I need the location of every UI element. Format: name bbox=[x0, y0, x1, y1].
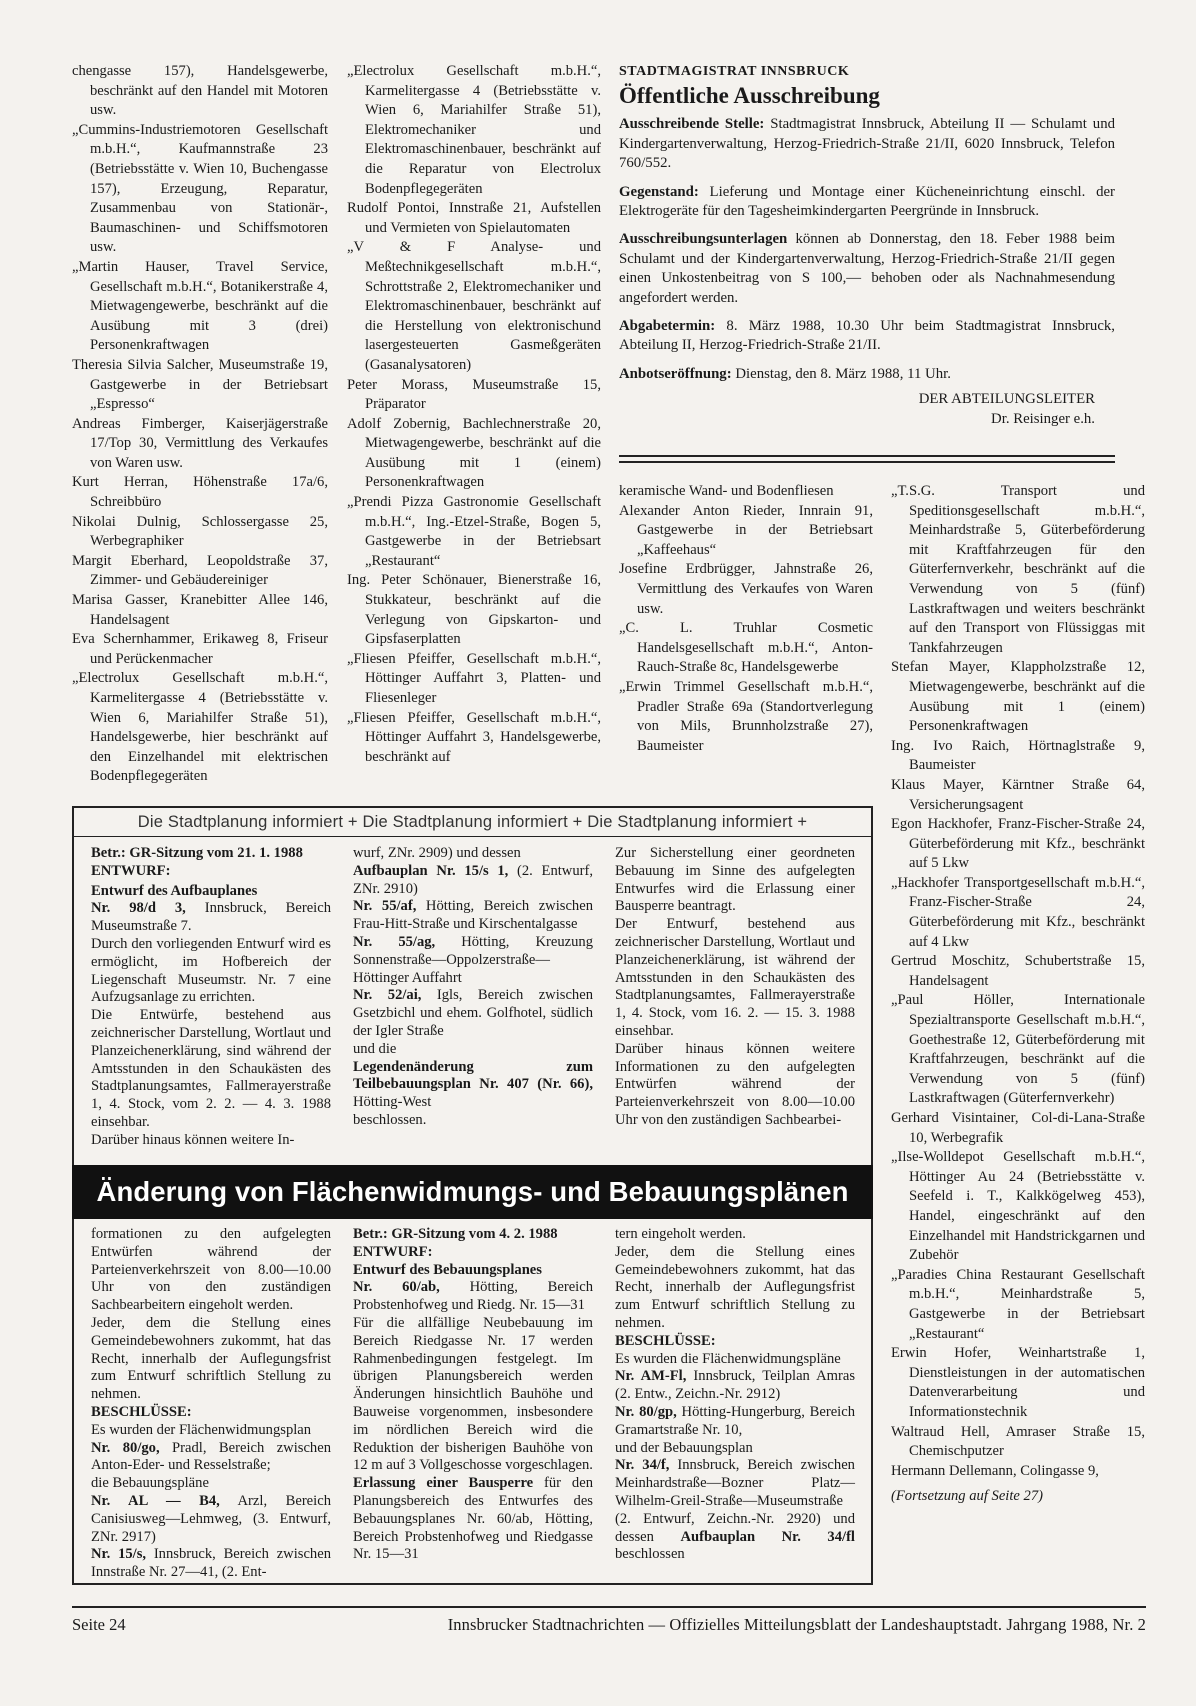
footer-rule bbox=[72, 1606, 1146, 1608]
draft-subject: Entwurf des Aufbauplanes bbox=[91, 882, 258, 899]
paragraph: Es wurden die Flächenwidmungspläne bbox=[615, 1350, 841, 1367]
tender-notice bbox=[619, 62, 1115, 429]
list-item: Josefine Erdbrügger, Jahnstraße 26, Vermittlung des Verkaufes von Waren usw. bbox=[619, 561, 873, 617]
list-item: „Cummins-Industriemotoren Gesellschaft m.b.H.“, Kaufmannstraße 23 (Betriebsstätte v. Wien 10, Buchengasse 157), Erzeugung, Reparatur, Zusammenbau von Stationär-, Baumaschinen- und Schiffsmotoren usw. bbox=[72, 121, 328, 256]
notice-paragraph: Abgabetermin: 8. März 1988, 10.30 Uhr beim Stadtmagistrat Innsbruck, Abteilung II, Herzog-Friedrich-Straße 21/II. bbox=[619, 318, 1115, 354]
list-item: „Electrolux Gesellschaft m.b.H.“, Karmelitergasse 4 (Betriebsstätte v. Wien 6, Mariahilfer Straße 51), Elektromechaniker und Elektromaschinenbauer, beschränkt auf die Reparatur von Electrolux Bodenpflegegeräten bbox=[347, 63, 601, 197]
list-item: Nikolai Dulnig, Schlossergasse 25, Werbegraphiker bbox=[72, 513, 328, 550]
signature-name: Dr. Reisinger e.h. bbox=[991, 410, 1095, 427]
plan-number: Aufbauplan Nr. 15/s 1, (2. Entwurf, ZNr. 2910) bbox=[353, 862, 593, 897]
list-item: „Erwin Trimmel Gesellschaft m.b.H.“, Pradler Straße 69a (Standortverlegung von Mils, Brunnholzstraße 27), Baumeister bbox=[619, 678, 873, 754]
paragraph: tern eingeholt werden. bbox=[615, 1226, 746, 1242]
plan-number: Nr. AM-Fl, Innsbruck, Teilplan Amras (2. Entw., Zeichn.-Nr. 2912) bbox=[615, 1368, 855, 1403]
list-item: chengasse 157), Handelsgewerbe, beschränkt auf den Handel mit Motoren usw. bbox=[72, 63, 328, 119]
publication-title: Innsbrucker Stadtnachrichten — Offizielles Mitteilungsblatt der Landeshauptstadt. Jahrgang 1988, Nr. 2 bbox=[447, 1615, 1146, 1634]
paragraph: Darüber hinaus können weitere In- bbox=[91, 1131, 295, 1148]
plan-number: Nr. 80/gp, Hötting-Hungerburg, Bereich Gramartstraße Nr. 10, bbox=[615, 1403, 855, 1438]
plan-number: Nr. AL — B4, Arzl, Bereich Canisiusweg—Lehmweg, (3. Entwurf, ZNr. 2917) bbox=[91, 1492, 331, 1545]
plan-number: Nr. 55/ag, Hötting, Kreuzung Sonnenstraße—Oppolzerstraße—Höttinger Auffahrt bbox=[353, 933, 593, 986]
column-2 bbox=[347, 62, 601, 767]
column-4 bbox=[891, 482, 1145, 1507]
continuation-note: (Fortsetzung auf Seite 27) bbox=[891, 1488, 1043, 1505]
column-3 bbox=[619, 482, 873, 756]
list-item: „Fliesen Pfeiffer, Gesellschaft m.b.H.“, Höttinger Auffahrt 3, Handelsgewerbe, beschränkt auf bbox=[347, 709, 601, 765]
paragraph: Es wurden der Flächenwidmungsplan bbox=[91, 1421, 312, 1438]
list-item: Egon Hackhofer, Franz-Fischer-Straße 24, Güterbeförderung mit Kfz., beschränkt auf 5 Lkw bbox=[891, 816, 1145, 872]
list-item: „Paul Höller, Internationale Spezialtransporte Gesellschaft m.b.H.“, Goethestraße 12, Güterbeförderung mit Kraftfahrzeugen, beschränkt auf die Verwendung von 5 (fünf) Lastkraftwagen (Güterfernverkehr) bbox=[891, 992, 1145, 1107]
paragraph: Jeder, dem die Stellung eines Gemeindebewohners zukommt, hat das Recht, innerhalb der Auflegungsfrist zum Entwurf schriftlich Stellung zu nehmen. bbox=[615, 1243, 855, 1331]
paragraph: Der Entwurf, bestehend aus zeichnerischer Darstellung, Wortlaut und Planzeichenerklärung, ist während der Amtsstunden in den Schaukästen des Stadtplanungsamtes, Fallmerayerstraße 1, 4. Stock, vom 16. 2. — 15. 3. 1988 einsehbar. bbox=[615, 916, 855, 1039]
paragraph: Erlassung einer Bausperre für den Planungsbereich des Entwurfes des Bebauungsplanes Nr. 60/ab, Hötting, Bereich Probstenhofweg und Riedgasse Nr. 15—31 bbox=[353, 1475, 593, 1563]
notice-rule-top bbox=[619, 455, 1115, 457]
session-heading: Betr.: GR-Sitzung vom 4. 2. 1988 bbox=[353, 1226, 558, 1242]
list-item: Stefan Mayer, Klappholzstraße 12, Mietwagengewerbe, beschränkt auf die Ausübung mit 1 (einem) Personenkraftwagen bbox=[891, 659, 1145, 735]
paragraph: Durch den vorliegenden Entwurf wird es ermöglicht, im Hofbereich der Liegenschaft Museumstr. Nr. 7 eine Aufzugsanlage zu errichten. bbox=[91, 935, 331, 1006]
notice-paragraph: Ausschreibende Stelle: Stadtmagistrat Innsbruck, Abteilung II — Schulamt und Kindergartenverwaltung, Herzog-Friedrich-Straße 21/II, 6020 Innsbruck, Telefon 760/552. bbox=[619, 116, 1115, 172]
signature-title: DER ABTEILUNGSLEITER bbox=[918, 391, 1095, 408]
notice-paragraph: Anbotseröffnung: Dienstag, den 8. März 1988, 11 Uhr. bbox=[619, 365, 951, 382]
paragraph: formationen zu den aufgelegten Entwürfen während der Parteienverkehrszeit von 8.00—10.00 Uhr von den zuständigen Sachbearbeitern eingeholt werden. bbox=[91, 1226, 331, 1314]
notice-title: Öffentliche Ausschreibung bbox=[619, 83, 880, 109]
list-item: „Hackhofer Transportgesellschaft m.b.H.“, Franz-Fischer-Straße 24, Güterbeförderung mit Kfz., beschränkt auf 4 Lkw bbox=[891, 874, 1145, 950]
list-item: Alexander Anton Rieder, Innrain 91, Gastgewerbe in der Betriebsart „Kaffeehaus“ bbox=[619, 502, 873, 558]
list-item: „Prendi Pizza Gastronomie Gesellschaft m.b.H.“, Ing.-Etzel-Straße, Bogen 5, Gastgewerbe in der Betriebsart „Restaurant“ bbox=[347, 494, 601, 569]
list-item: Gertrud Moschitz, Schubertstraße 15, Handelsagent bbox=[891, 953, 1145, 989]
notice-paragraph: Gegenstand: Lieferung und Montage einer Kücheneinrichtung einschl. der Elektrogeräte für den Tagesheimkindergarten Peergründe in Innsbruck. bbox=[619, 183, 1115, 220]
plan-number: Legendenänderung zum Teilbebauungsplan Nr. 407 (Nr. 66), Hötting-West bbox=[353, 1058, 593, 1111]
box-column-b1 bbox=[91, 1226, 331, 1582]
draft-label: ENTWURF: bbox=[353, 1243, 433, 1260]
paragraph: die Bebauungspläne bbox=[91, 1475, 209, 1492]
list-item: Erwin Hofer, Weinhartstraße 1, Dienstleistungen in der automatischen Datenverarbeitung und Informationstechnik bbox=[891, 1345, 1145, 1420]
paragraph: wurf, ZNr. 2909) und dessen bbox=[353, 845, 521, 861]
paragraph: Jeder, dem die Stellung eines Gemeindebewohners zukommt, hat das Recht, innerhalb der Auflegungsfrist zum Entwurf schriftlich Stellung zu nehmen. bbox=[91, 1314, 331, 1403]
plan-number: Nr. 98/d 3, Innsbruck, Bereich Museumstraße 7. bbox=[91, 900, 331, 935]
list-item: Klaus Mayer, Kärntner Straße 64, Versicherungsagent bbox=[891, 776, 1145, 813]
list-item: „V & F Analyse- und Meßtechnikgesellschaft m.b.H.“, Schrottstraße 2, Elektromechaniker und Elektromaschinenbauer, beschränkt auf die Herstellung von elektronischund lasergesteuerten Gasmeßgeräten (Gasanalysatoren) bbox=[347, 239, 601, 373]
list-item: Andreas Fimberger, Kaiserjägerstraße 17/Top 30, Vermittlung des Verkaufes von Waren usw. bbox=[72, 415, 328, 471]
list-item: Kurt Herran, Höhenstraße 17a/6, Schreibbüro bbox=[72, 474, 328, 511]
list-item: „Paradies China Restaurant Gesellschaft m.b.H.“, Meinhardstraße 5, Gastgewerbe in der Betriebsart „Restaurant“ bbox=[891, 1266, 1145, 1342]
zoning-banner: Änderung von Flächenwidmungs- und Bebauungsplänen bbox=[72, 1165, 873, 1219]
list-item: keramische Wand- und Bodenfliesen bbox=[619, 483, 834, 499]
draft-label: ENTWURF: bbox=[91, 862, 171, 879]
list-item: „C. L. Truhlar Cosmetic Handelsgesellschaft m.b.H.“, Anton-Rauch-Straße 8c, Handelsgewerbe bbox=[619, 620, 873, 676]
list-item: Ing. Peter Schönauer, Bienerstraße 16, Stukkateur, beschränkt auf die Verlegung von Gipskarton- und Gipsfaserplatten bbox=[347, 572, 601, 648]
resolutions-label: BESCHLÜSSE: bbox=[91, 1403, 192, 1420]
box-column-a2 bbox=[353, 845, 593, 1130]
list-item: Margit Eberhard, Leopoldstraße 37, Zimmer- und Gebäudereiniger bbox=[72, 552, 328, 589]
paragraph: Darüber hinaus können weitere Informationen zu den aufgelegten Entwürfen während der Parteienverkehrszeit von 8.00—10.00 Uhr von den zuständigen Sachbearbei- bbox=[615, 1040, 855, 1128]
list-item: Eva Schernhammer, Erikaweg 8, Friseur und Perückenmacher bbox=[72, 631, 328, 667]
plan-number: Nr. 34/f, Innsbruck, Bereich zwischen Meinhardstraße—Bozner Platz—Wilhelm-Greil-Straße—Museumstraße (2. Entwurf, Zeichn.-Nr. 2920) und dessen Aufbauplan Nr. 34/fl beschlossen bbox=[615, 1457, 855, 1563]
list-item: Adolf Zobernig, Bachlechnerstraße 20, Mietwagengewerbe, beschränkt auf die Ausübung mit 1 (einem) Personenkraftwagen bbox=[347, 415, 601, 491]
paragraph: beschlossen. bbox=[353, 1111, 427, 1128]
plan-number: Nr. 15/s, Innsbruck, Bereich zwischen Innstraße Nr. 27—41, (2. Ent- bbox=[91, 1546, 331, 1581]
notice-paragraph: Ausschreibungsunterlagen können ab Donnerstag, den 18. Feber 1988 beim Schulamt und der Kindergartenverwaltung, Herzog-Friedrich-Straße 21/II gegen einen Unkostenbeitrag von S 100,— behoben oder als Nachnahmesendung angefordert werden. bbox=[619, 231, 1115, 306]
list-item: Marisa Gasser, Kranebitter Allee 146, Handelsagent bbox=[72, 592, 328, 628]
list-item: Ing. Ivo Raich, Hörtnaglstraße 9, Baumeister bbox=[891, 737, 1145, 774]
notice-kicker: STADTMAGISTRAT INNSBRUCK bbox=[619, 64, 850, 79]
list-item: „Martin Hauser, Travel Service, Gesellschaft m.b.H.“, Botanikerstraße 4, Mietwagengewerbe, beschränkt auf die Ausübung mit 3 (drei) Personenkraftwagen bbox=[72, 258, 328, 354]
box-column-b2 bbox=[353, 1226, 593, 1564]
list-item: „T.S.G. Transport und Speditionsgesellschaft m.b.H.“, Meinhardstraße 5, Güterbeförderung mit Kraftfahrzeugen für den Güterfernverkehr, beschränkt auf die Verwendung von 5 (fünf) Lastkraftwagen und weiters beschränkt auf den Transport von Flüssiggas mit Tankfahrzeugen bbox=[891, 483, 1145, 656]
draft-subject: Entwurf des Bebauungsplanes bbox=[353, 1261, 542, 1278]
list-item: „Electrolux Gesellschaft m.b.H.“, Karmelitergasse 4 (Betriebsstätte v. Wien 6, Mariahilfer Straße 51), Handelsgewerbe, hier beschränkt auf den Einzelhandel mit elektrischen Bodenpflegegeräten bbox=[72, 670, 328, 785]
paragraph: und der Bebauungsplan bbox=[615, 1439, 753, 1456]
paragraph: und die bbox=[353, 1040, 397, 1057]
plan-number: Nr. 55/af, Hötting, Bereich zwischen Frau-Hitt-Straße und Kirschentalgasse bbox=[353, 898, 593, 933]
box-column-a1 bbox=[91, 845, 331, 1150]
list-item: „Fliesen Pfeiffer, Gesellschaft m.b.H.“, Höttinger Auffahrt 3, Platten- und Fliesenleger bbox=[347, 650, 601, 706]
paragraph: Die Entwürfe, bestehend aus zeichnerischer Darstellung, Wortlaut und Planzeichenerklärung, sind während der Amtsstunden in den Schaukästen des Stadtplanungsamtes, Fallmerayerstraße 1, 4. Stock, vom 2. 2. — 4. 3. 1988 einsehbar. bbox=[91, 1007, 331, 1130]
box-column-b3 bbox=[615, 1226, 855, 1564]
session-heading: Betr.: GR-Sitzung vom 21. 1. 1988 bbox=[91, 845, 303, 861]
list-item: Peter Morass, Museumstraße 15, Präparator bbox=[347, 376, 601, 413]
column-1 bbox=[72, 62, 328, 787]
list-item: Gerhard Visintainer, Col-di-Lana-Straße 10, Werbegrafik bbox=[891, 1110, 1145, 1146]
plan-number: Nr. 80/go, Pradl, Bereich zwischen Anton-Eder- und Resselstraße; bbox=[91, 1439, 332, 1474]
resolutions-label: BESCHLÜSSE: bbox=[615, 1332, 716, 1349]
list-item: „Ilse-Wolldepot Gesellschaft m.b.H.“, Höttinger Au 24 (Betriebsstätte v. Seefeld i. T., Kalkkögelweg 453), Handel, eingeschränkt auf den Einzelhandel mit Handstrickgarnen und Zubehör bbox=[891, 1149, 1145, 1264]
paragraph: Zur Sicherstellung einer geordneten Bebauung im Sinne des aufgelegten Entwurfes wird die Erlassung einer Bausperre beantragt. bbox=[615, 845, 855, 915]
page-number: Seite 24 bbox=[72, 1615, 126, 1634]
box-header: Die Stadtplanung informiert + Die Stadtplanung informiert + Die Stadtplanung informiert + bbox=[74, 808, 871, 837]
notice-rule-bottom bbox=[619, 461, 1115, 463]
list-item: Theresia Silvia Salcher, Museumstraße 19, Gastgewerbe in der Betriebsart „Espresso“ bbox=[72, 356, 328, 413]
box-column-a3 bbox=[615, 845, 855, 1130]
plan-number: Nr. 60/ab, Hötting, Bereich Probstenhofweg und Riedg. Nr. 15—31 bbox=[353, 1279, 594, 1314]
paragraph: Für die allfällige Neubebauung im Bereich Riedgasse Nr. 17 werden Rahmenbedingungen festgelegt. Im übrigen Planungsbereich werden Änderungen hinsichtlich Bauhöhe und Bauweise vorgenommen, insbesondere im nördlichen Bereich wird die Reduktion der bisherigen Bauhöhe von 12 m auf 3 Vollgeschosse vorgeschlagen. bbox=[353, 1314, 593, 1474]
plan-number: Nr. 52/ai, Igls, Bereich zwischen Gsetzbichl und ehem. Golfhotel, südlich der Igler Straße bbox=[353, 987, 594, 1039]
list-item: Waltraud Hell, Amraser Straße 15, Chemischputzer bbox=[891, 1423, 1145, 1460]
list-item: Rudolf Pontoi, Innstraße 21, Aufstellen und Vermieten von Spielautomaten bbox=[347, 200, 601, 236]
list-item: Hermann Dellemann, Colingasse 9, bbox=[891, 1462, 1099, 1479]
